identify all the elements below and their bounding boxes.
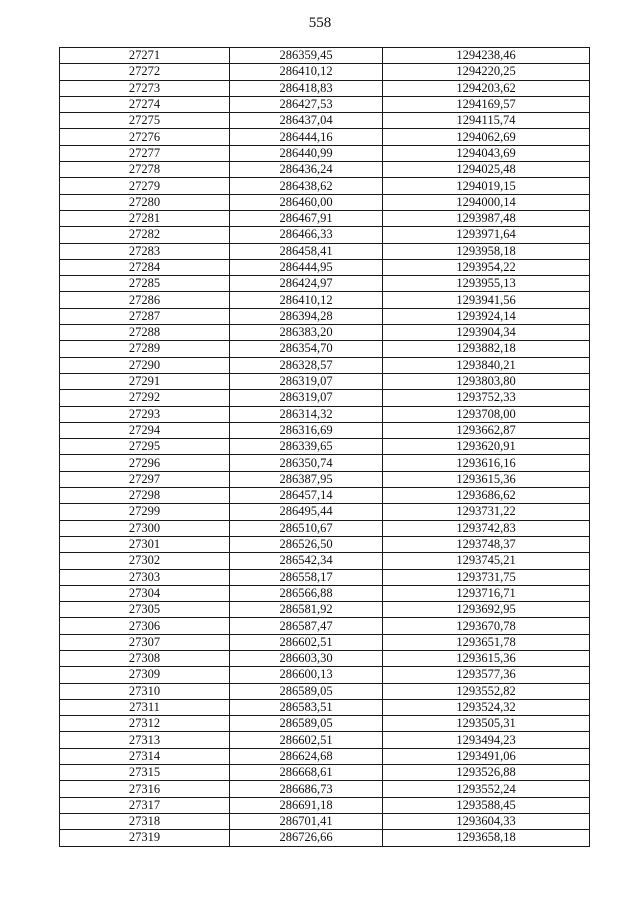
- x-coordinate-cell: 286444,95: [230, 259, 383, 275]
- point-number-cell: 27310: [60, 683, 230, 699]
- table-row: [60, 64, 590, 80]
- table-row: [60, 80, 590, 96]
- table-row: [60, 194, 590, 210]
- x-coordinate-cell: 286319,07: [230, 373, 383, 389]
- y-coordinate-cell: 1293803,80: [383, 373, 590, 389]
- y-coordinate-cell: 1293552,82: [383, 683, 590, 699]
- y-coordinate-cell: 1293615,36: [383, 471, 590, 487]
- x-coordinate-cell: 286314,32: [230, 406, 383, 422]
- x-coordinate-cell: 286510,67: [230, 520, 383, 536]
- x-coordinate-cell: 286438,62: [230, 178, 383, 194]
- point-number-cell: 27319: [60, 830, 230, 846]
- table-row: [60, 504, 590, 520]
- y-coordinate-cell: 1293731,75: [383, 569, 590, 585]
- y-coordinate-cell: 1293526,88: [383, 765, 590, 781]
- point-number-cell: 27279: [60, 178, 230, 194]
- y-coordinate-cell: 1293731,22: [383, 504, 590, 520]
- point-number-cell: 27284: [60, 259, 230, 275]
- y-coordinate-cell: 1294000,14: [383, 194, 590, 210]
- table-row: [60, 422, 590, 438]
- point-number-cell: 27294: [60, 422, 230, 438]
- y-coordinate-cell: 1293716,71: [383, 585, 590, 601]
- table-row: [60, 129, 590, 145]
- point-number-cell: 27274: [60, 96, 230, 112]
- y-coordinate-cell: 1294238,46: [383, 48, 590, 64]
- table-row: [60, 699, 590, 715]
- table-row: [60, 748, 590, 764]
- point-number-cell: 27295: [60, 439, 230, 455]
- y-coordinate-cell: 1293742,83: [383, 520, 590, 536]
- x-coordinate-cell: 286460,00: [230, 194, 383, 210]
- table-row: [60, 276, 590, 292]
- table-row: [60, 259, 590, 275]
- x-coordinate-cell: 286387,95: [230, 471, 383, 487]
- x-coordinate-cell: 286726,66: [230, 830, 383, 846]
- point-number-cell: 27299: [60, 504, 230, 520]
- y-coordinate-cell: 1293955,13: [383, 276, 590, 292]
- table-row: [60, 243, 590, 259]
- point-number-cell: 27288: [60, 325, 230, 341]
- point-number-cell: 27318: [60, 813, 230, 829]
- point-number-cell: 27289: [60, 341, 230, 357]
- point-number-cell: 27317: [60, 797, 230, 813]
- y-coordinate-cell: 1293882,18: [383, 341, 590, 357]
- y-coordinate-cell: 1294203,62: [383, 80, 590, 96]
- table-row: [60, 406, 590, 422]
- x-coordinate-cell: 286558,17: [230, 569, 383, 585]
- point-number-cell: 27276: [60, 129, 230, 145]
- x-coordinate-cell: 286467,91: [230, 210, 383, 226]
- y-coordinate-cell: 1293924,14: [383, 308, 590, 324]
- table-row: [60, 96, 590, 112]
- x-coordinate-cell: 286589,05: [230, 683, 383, 699]
- point-number-cell: 27311: [60, 699, 230, 715]
- point-number-cell: 27273: [60, 80, 230, 96]
- point-number-cell: 27298: [60, 488, 230, 504]
- y-coordinate-cell: 1294169,57: [383, 96, 590, 112]
- x-coordinate-cell: 286458,41: [230, 243, 383, 259]
- y-coordinate-cell: 1294115,74: [383, 113, 590, 129]
- x-coordinate-cell: 286686,73: [230, 781, 383, 797]
- table-row: [60, 683, 590, 699]
- x-coordinate-cell: 286566,88: [230, 585, 383, 601]
- point-number-cell: 27287: [60, 308, 230, 324]
- point-number-cell: 27309: [60, 667, 230, 683]
- point-number-cell: 27286: [60, 292, 230, 308]
- point-number-cell: 27278: [60, 162, 230, 178]
- x-coordinate-cell: 286583,51: [230, 699, 383, 715]
- table-row: [60, 439, 590, 455]
- table-row: [60, 732, 590, 748]
- table-row: [60, 227, 590, 243]
- point-number-cell: 27292: [60, 390, 230, 406]
- y-coordinate-cell: 1293840,21: [383, 357, 590, 373]
- x-coordinate-cell: 286394,28: [230, 308, 383, 324]
- point-number-cell: 27285: [60, 276, 230, 292]
- x-coordinate-cell: 286495,44: [230, 504, 383, 520]
- y-coordinate-cell: 1294025,48: [383, 162, 590, 178]
- table-row: [60, 830, 590, 846]
- y-coordinate-cell: 1293686,62: [383, 488, 590, 504]
- x-coordinate-cell: 286526,50: [230, 536, 383, 552]
- point-number-cell: 27293: [60, 406, 230, 422]
- table-row: [60, 471, 590, 487]
- y-coordinate-cell: 1293971,64: [383, 227, 590, 243]
- point-number-cell: 27302: [60, 553, 230, 569]
- x-coordinate-cell: 286354,70: [230, 341, 383, 357]
- point-number-cell: 27271: [60, 48, 230, 64]
- x-coordinate-cell: 286328,57: [230, 357, 383, 373]
- y-coordinate-cell: 1293987,48: [383, 210, 590, 226]
- table-row: [60, 634, 590, 650]
- table-row: [60, 716, 590, 732]
- y-coordinate-cell: 1293588,45: [383, 797, 590, 813]
- table-row: [60, 765, 590, 781]
- point-number-cell: 27312: [60, 716, 230, 732]
- point-number-cell: 27307: [60, 634, 230, 650]
- point-number-cell: 27300: [60, 520, 230, 536]
- table-row: [60, 48, 590, 64]
- table-row: [60, 602, 590, 618]
- y-coordinate-cell: 1293748,37: [383, 536, 590, 552]
- x-coordinate-cell: 286424,97: [230, 276, 383, 292]
- table-row: [60, 667, 590, 683]
- table-row: [60, 618, 590, 634]
- y-coordinate-cell: 1293904,34: [383, 325, 590, 341]
- point-number-cell: 27282: [60, 227, 230, 243]
- coordinates-table: [59, 47, 590, 847]
- point-number-cell: 27281: [60, 210, 230, 226]
- point-number-cell: 27313: [60, 732, 230, 748]
- table-row: [60, 292, 590, 308]
- point-number-cell: 27308: [60, 650, 230, 666]
- y-coordinate-cell: 1293708,00: [383, 406, 590, 422]
- table-row: [60, 520, 590, 536]
- y-coordinate-cell: 1293941,56: [383, 292, 590, 308]
- y-coordinate-cell: 1293662,87: [383, 422, 590, 438]
- x-coordinate-cell: 286581,92: [230, 602, 383, 618]
- point-number-cell: 27316: [60, 781, 230, 797]
- point-number-cell: 27303: [60, 569, 230, 585]
- point-number-cell: 27304: [60, 585, 230, 601]
- y-coordinate-cell: 1294062,69: [383, 129, 590, 145]
- y-coordinate-cell: 1293658,18: [383, 830, 590, 846]
- y-coordinate-cell: 1293505,31: [383, 716, 590, 732]
- y-coordinate-cell: 1293958,18: [383, 243, 590, 259]
- x-coordinate-cell: 286466,33: [230, 227, 383, 243]
- table-row: [60, 113, 590, 129]
- x-coordinate-cell: 286603,30: [230, 650, 383, 666]
- table-row: [60, 308, 590, 324]
- point-number-cell: 27306: [60, 618, 230, 634]
- y-coordinate-cell: 1293491,06: [383, 748, 590, 764]
- table-row: [60, 390, 590, 406]
- y-coordinate-cell: 1293651,78: [383, 634, 590, 650]
- x-coordinate-cell: 286359,45: [230, 48, 383, 64]
- y-coordinate-cell: 1293752,33: [383, 390, 590, 406]
- point-number-cell: 27297: [60, 471, 230, 487]
- x-coordinate-cell: 286602,51: [230, 634, 383, 650]
- y-coordinate-cell: 1293524,32: [383, 699, 590, 715]
- y-coordinate-cell: 1293494,23: [383, 732, 590, 748]
- table-row: [60, 585, 590, 601]
- x-coordinate-cell: 286589,05: [230, 716, 383, 732]
- table-row: [60, 553, 590, 569]
- point-number-cell: 27277: [60, 145, 230, 161]
- x-coordinate-cell: 286418,83: [230, 80, 383, 96]
- x-coordinate-cell: 286542,34: [230, 553, 383, 569]
- y-coordinate-cell: 1293577,36: [383, 667, 590, 683]
- y-coordinate-cell: 1293604,33: [383, 813, 590, 829]
- table-row: [60, 813, 590, 829]
- x-coordinate-cell: 286691,18: [230, 797, 383, 813]
- x-coordinate-cell: 286600,13: [230, 667, 383, 683]
- x-coordinate-cell: 286383,20: [230, 325, 383, 341]
- x-coordinate-cell: 286436,24: [230, 162, 383, 178]
- point-number-cell: 27280: [60, 194, 230, 210]
- table-row: [60, 325, 590, 341]
- x-coordinate-cell: 286339,65: [230, 439, 383, 455]
- x-coordinate-cell: 286316,69: [230, 422, 383, 438]
- y-coordinate-cell: 1293615,36: [383, 650, 590, 666]
- x-coordinate-cell: 286602,51: [230, 732, 383, 748]
- point-number-cell: 27305: [60, 602, 230, 618]
- point-number-cell: 27315: [60, 765, 230, 781]
- x-coordinate-cell: 286668,61: [230, 765, 383, 781]
- point-number-cell: 27283: [60, 243, 230, 259]
- table-row: [60, 341, 590, 357]
- table-row: [60, 536, 590, 552]
- y-coordinate-cell: 1293692,95: [383, 602, 590, 618]
- table-row: [60, 210, 590, 226]
- point-number-cell: 27275: [60, 113, 230, 129]
- point-number-cell: 27296: [60, 455, 230, 471]
- point-number-cell: 27290: [60, 357, 230, 373]
- x-coordinate-cell: 286587,47: [230, 618, 383, 634]
- table-row: [60, 178, 590, 194]
- table-row: [60, 488, 590, 504]
- x-coordinate-cell: 286444,16: [230, 129, 383, 145]
- point-number-cell: 27272: [60, 64, 230, 80]
- table-row: [60, 569, 590, 585]
- table-row: [60, 145, 590, 161]
- x-coordinate-cell: 286410,12: [230, 292, 383, 308]
- point-number-cell: 27301: [60, 536, 230, 552]
- x-coordinate-cell: 286427,53: [230, 96, 383, 112]
- y-coordinate-cell: 1294019,15: [383, 178, 590, 194]
- y-coordinate-cell: 1293745,21: [383, 553, 590, 569]
- y-coordinate-cell: 1293552,24: [383, 781, 590, 797]
- x-coordinate-cell: 286440,99: [230, 145, 383, 161]
- y-coordinate-cell: 1294220,25: [383, 64, 590, 80]
- x-coordinate-cell: 286410,12: [230, 64, 383, 80]
- x-coordinate-cell: 286701,41: [230, 813, 383, 829]
- y-coordinate-cell: 1293620,91: [383, 439, 590, 455]
- table-row: [60, 650, 590, 666]
- x-coordinate-cell: 286437,04: [230, 113, 383, 129]
- x-coordinate-cell: 286457,14: [230, 488, 383, 504]
- table-row: [60, 781, 590, 797]
- coordinates-table-body: [60, 48, 590, 847]
- table-row: [60, 797, 590, 813]
- table-row: [60, 373, 590, 389]
- y-coordinate-cell: 1294043,69: [383, 145, 590, 161]
- x-coordinate-cell: 286319,07: [230, 390, 383, 406]
- y-coordinate-cell: 1293670,78: [383, 618, 590, 634]
- table-row: [60, 162, 590, 178]
- page-number: 558: [308, 15, 332, 31]
- point-number-cell: 27314: [60, 748, 230, 764]
- x-coordinate-cell: 286624,68: [230, 748, 383, 764]
- point-number-cell: 27291: [60, 373, 230, 389]
- table-row: [60, 357, 590, 373]
- table-row: [60, 455, 590, 471]
- x-coordinate-cell: 286350,74: [230, 455, 383, 471]
- y-coordinate-cell: 1293616,16: [383, 455, 590, 471]
- y-coordinate-cell: 1293954,22: [383, 259, 590, 275]
